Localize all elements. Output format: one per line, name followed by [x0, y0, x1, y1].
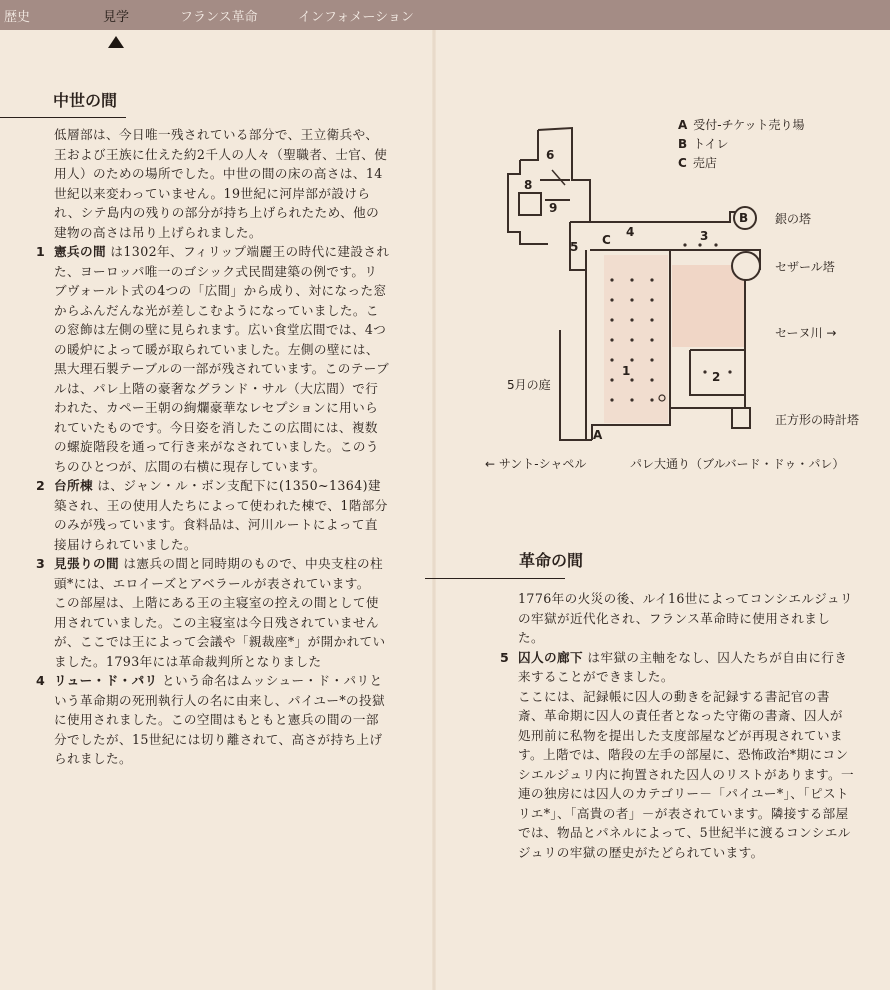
nav-item-history[interactable]: 歴史: [4, 10, 31, 25]
map-marker-c: C: [602, 233, 611, 247]
map-label-sainte-chapelle: ← サント-シャペル: [485, 457, 587, 471]
nav-item-visit[interactable]: 見学: [103, 10, 130, 25]
item-number: 2: [36, 478, 46, 493]
item-term: 囚人の廊下: [518, 649, 583, 665]
map-label-tower-silver: 銀の塔: [775, 212, 812, 226]
item-number: 3: [36, 556, 46, 571]
room-6-outline: [538, 128, 590, 222]
shaded-room: [672, 265, 744, 347]
item-term: 見張りの間: [54, 556, 119, 571]
nav-item-revolution[interactable]: フランス革命: [180, 10, 258, 25]
map-room-3: 3: [700, 229, 709, 243]
map-legend-c: C 売店: [678, 156, 717, 170]
item-term: 台所棟: [54, 478, 93, 493]
hall-shading: [604, 255, 668, 423]
map-room-5: 5: [570, 240, 579, 254]
map-legend-b: B トイレ: [678, 137, 729, 151]
map-label-clock-tower: 正方形の時計塔: [775, 413, 860, 427]
intro-paragraph: 低層部は、今日唯一残されている部分で、王立衛兵や、王および王族に仕えた約2千人の人々（聖職者、士官、使用人）のための場所でした。中世の間の床の高さは、14世紀以来変わっていません。19世紀に河岸部が設けられ、シテ島内の残りの部分が持ち上げられたため、他の建物の高さは吊り上げられました。: [54, 127, 388, 240]
item-text: は牢獄の主軸をなし、囚人たちが自由に行き来することができました。: [518, 649, 848, 684]
map-room-8: 8: [524, 178, 533, 192]
item-text: この部屋は、上階にある王の主寝室の控えの間として使用されていました。この主寝室は今日残されていませんが、ここでは王によって会議や「親裁座*」が開かれていました。1793年には革命裁判所となりました: [54, 595, 386, 669]
item-text: は、ジャン・ル・ボン支配下に(1350~1364)建築され、王の使用人たちによって使われた棟で、1階部分のみが残っています。食料品は、河川ルートによって直接届けられていました。: [54, 478, 388, 552]
courtyard-wall: [560, 330, 592, 440]
map-label-boulevard: パレ大通り（ブルバード・ドゥ・パレ）: [630, 457, 845, 471]
item-text: は憲兵の間と同時期のもので、中央支柱の柱頭*には、エロイーズとアベラールが表されています。: [54, 556, 383, 591]
section-heading-medieval: 中世の間: [53, 91, 118, 110]
map-room-6: 6: [546, 148, 555, 162]
item-term: リュー・ド・パリ: [54, 673, 158, 688]
room-8-inner-box: [519, 193, 541, 215]
map-room-1: 1: [622, 364, 631, 378]
upper-cluster-wall: [520, 130, 538, 160]
map-label-tower-caesar: セザール塔: [775, 260, 835, 274]
nav-item-information[interactable]: インフォメーション: [298, 10, 414, 25]
map-marker-b: B: [739, 211, 749, 225]
map-label-courtyard: 5月の庭: [507, 378, 551, 392]
map-legend-a: A 受付-チケット売り場: [678, 118, 805, 132]
map-room-2: 2: [712, 370, 721, 384]
map-label-seine: セーヌ川 →: [775, 326, 837, 340]
item-number: 4: [36, 673, 46, 688]
heading-rule: [425, 578, 565, 579]
intro-paragraph: 1776年の火災の後、ルイ16世によってコンシエルジュリの牢獄が近代化され、フランス革命時に使用されました。: [518, 591, 853, 645]
item-text: ここには、記録帳に囚人の動きを記録する書記官の書斎、革命期に囚人の責任者となった守衛の書斎、囚人が処刑前に私物を提出した支度部屋などが再現されています。上階では、階段の左手の部屋に、恐怖政治*期にコンシエルジュリ内に拘置された囚人のリストがあります。一連の独房には囚人のカテゴリー－「パイユー*」、「ピストリエ*」、「高貴の者」－が表されています。隣接する部屋では、物品とパネルによって、5世紀半に渡るコンシエルジュリの牢獄の歴史がたどられています。: [518, 688, 855, 860]
revolution-section-text: [500, 589, 855, 862]
map-room-9: 9: [549, 201, 558, 215]
item-term: 憲兵の間: [54, 244, 106, 259]
item-number: 1: [36, 244, 46, 259]
stair-arrow-icon: [552, 170, 565, 185]
north-wall: [590, 212, 745, 222]
map-room-4: 4: [626, 225, 635, 239]
west-wall: [582, 250, 586, 440]
item-number: 5: [500, 649, 510, 665]
tower-caesar-icon: [732, 252, 760, 280]
clock-tower-outline: [732, 408, 750, 428]
section-heading-revolution: 革命の間: [519, 551, 584, 570]
item-text: は1302年、フィリップ端麗王の時代に建設された、ヨーロッパ唯一のゴシック式民間建築の例です。リブヴォールト式の4つの「広間」から成り、対になった窓からふんだんな光が差しこむようになっていました。この窓飾は左側の壁に見られます。広い食堂広間では、4つの暖炉によって暖が取られていました。左側の壁には、黒大理石製テーブルの一部が残されています。このテーブルは、パレ上階の豪奢なグランド・サル（大広間）で行われた、カペー王朝の絢爛豪華なレセプションに用いられていたものです。今日姿を消したこの広間には、複数の螺旋階段を通って行き来がなされていました。このうちのひとつが、広間の右横に現存しています。: [54, 244, 390, 474]
item-text: という命名はムッシュー・ド・パリという革命期の死刑執行人の名に由来し、パイユー*の投獄に使用されました。この空間はもともと憲兵の間の一部分でしたが、15世紀には切り離されて、高さが持ち上げられました。: [54, 673, 386, 766]
map-marker-a: A: [593, 428, 603, 442]
list-item: [500, 648, 854, 687]
list-item: [518, 687, 854, 863]
